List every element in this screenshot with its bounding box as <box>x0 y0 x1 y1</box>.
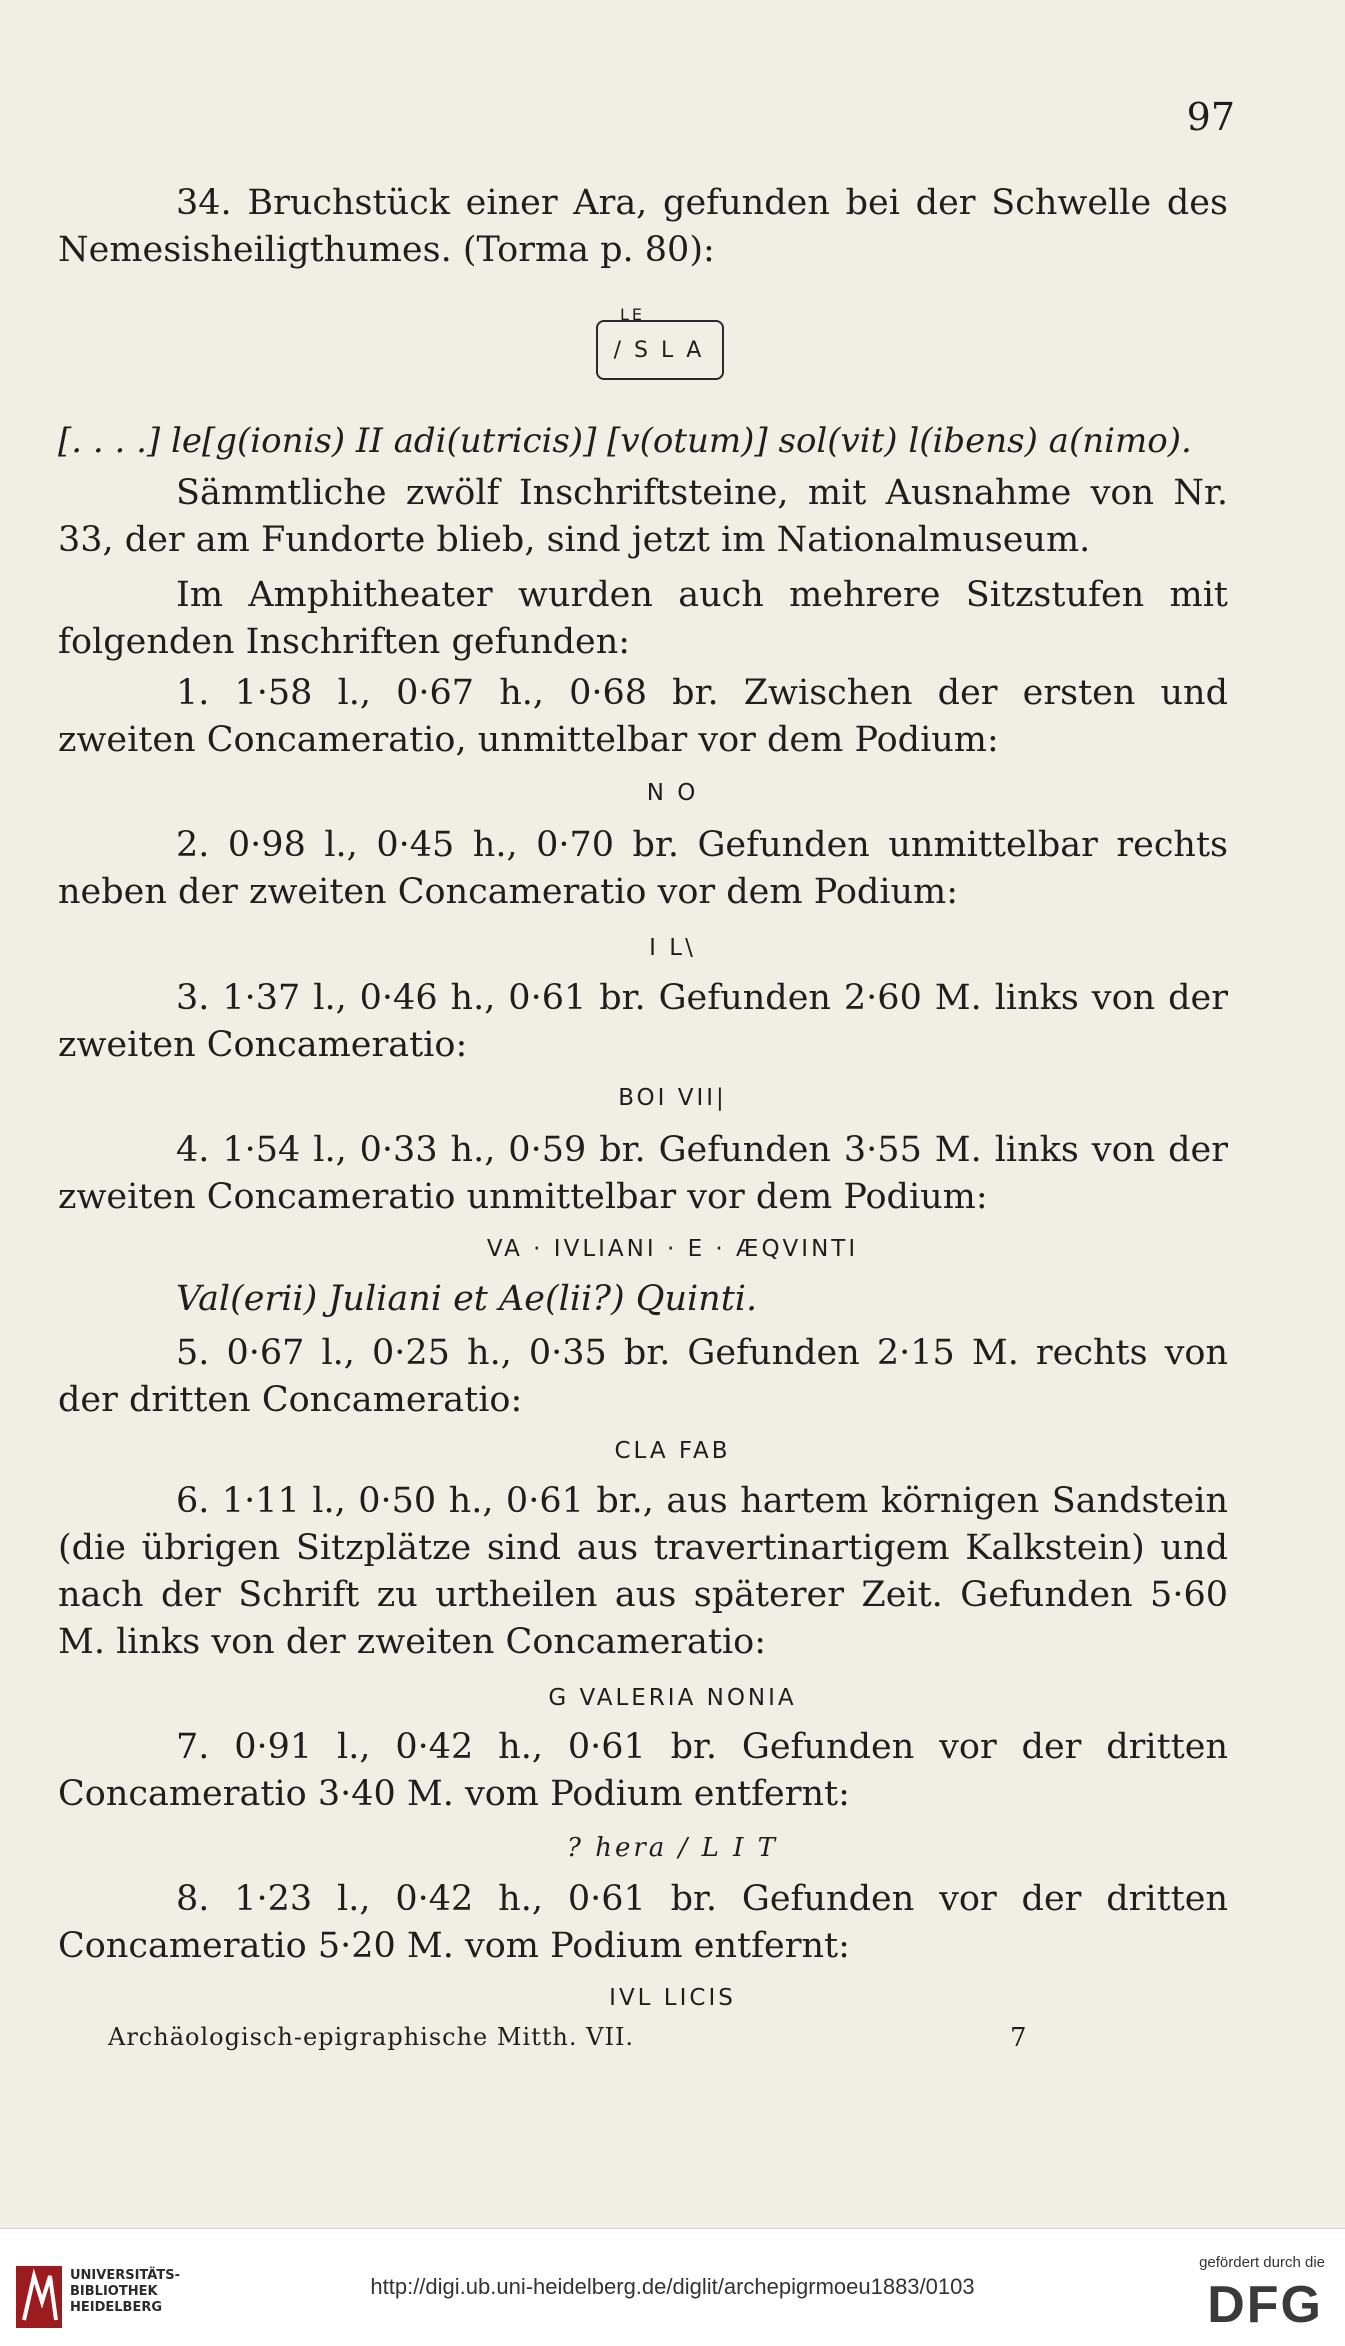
dfg-logo: DFG <box>1207 2276 1323 2334</box>
university-library-name: UNIVERSITÄTS- BIBLIOTHEK HEIDELBERG <box>70 2268 180 2315</box>
inscription-box-text: / S L A <box>613 338 705 363</box>
item-5: 5. 0·67 l., 0·25 h., 0·35 br. Gefunden 2·15 M. rechts von der dritten Concameratio: <box>58 1333 1228 1420</box>
inscription-4: VA · IVLIANI · E · ÆQVINTI <box>486 1236 859 1262</box>
reading-34: [. . . .] le[g(ionis) II adi(utricis)] [v(otum)] sol(vit) l(ibens) a(nimo). <box>58 421 1192 461</box>
item-3: 3. 1·37 l., 0·46 h., 0·61 br. Gefunden 2·60 M. links von der zweiten Concameratio: <box>58 978 1228 1065</box>
item-2: 2. 0·98 l., 0·45 h., 0·70 br. Gefunden unmittelbar rechts neben der zweiten Concameratio vor dem Podium: <box>58 825 1228 912</box>
item-7: 7. 0·91 l., 0·42 h., 0·61 br. Gefunden vor der dritten Concameratio 3·40 M. vom Podium entfernt: <box>58 1727 1228 1814</box>
inscription-5: CLA FAB <box>614 1438 731 1464</box>
entry-34: 34. Bruchstück einer Ara, gefunden bei der Schwelle des Nemesisheiligthumes. (Torma p. 80): <box>58 183 1228 270</box>
inscription-6: G VALERIA NONIA <box>548 1685 797 1711</box>
item-1: 1. 1·58 l., 0·67 h., 0·68 br. Zwischen der ersten und zweiten Concameratio, unmittelbar vor dem Podium: <box>58 673 1228 760</box>
item-6: 6. 1·11 l., 0·50 h., 0·61 br., aus hartem körnigen Sandstein (die übrigen Sitzplätze sind aus travertinartigem Kalkstein) und nach der Schrift zu urtheilen aus späterer Zeit. Gefunden 5·60 M. links von der zweiten Concameratio: <box>58 1481 1228 1662</box>
signature-mark: 7 <box>1010 2023 1027 2053</box>
running-footer: Archäologisch-epigraphische Mitth. VII. <box>108 2023 635 2051</box>
inscription-top: LE <box>620 305 646 324</box>
inscription-7: ? hera / L I T <box>567 1833 778 1863</box>
inscription-2: I L\ <box>649 935 696 961</box>
reading-4: Val(erii) Juliani et Ae(lii?) Quinti. <box>176 1279 758 1319</box>
paragraph-amphitheater: Im Amphitheater wurden auch mehrere Sitzstufen mit folgenden Inschriften gefunden: <box>58 575 1228 662</box>
item-4: 4. 1·54 l., 0·33 h., 0·59 br. Gefunden 3·55 M. links von der zweiten Concameratio unmittelbar vor dem Podium: <box>58 1130 1228 1217</box>
item-8: 8. 1·23 l., 0·42 h., 0·61 br. Gefunden vor der dritten Concameratio 5·20 M. vom Podium entfernt: <box>58 1879 1228 1966</box>
inscription-3: BOI VII| <box>618 1085 727 1111</box>
permalink-url[interactable]: http://digi.ub.uni-heidelberg.de/diglit/archepigrmoeu1883/0103 <box>370 2274 975 2299</box>
inscription-8: IVL LICIS <box>609 1985 736 2011</box>
paragraph-national-museum: Sämmtliche zwölf Inschriftsteine, mit Ausnahme von Nr. 33, der am Fundorte blieb, sind jetzt im Nationalmuseum. <box>58 473 1228 560</box>
inscription-1: N O <box>646 780 699 806</box>
dfg-caption: gefördert durch die <box>1199 2254 1325 2271</box>
page-number: 97 <box>1186 95 1235 139</box>
